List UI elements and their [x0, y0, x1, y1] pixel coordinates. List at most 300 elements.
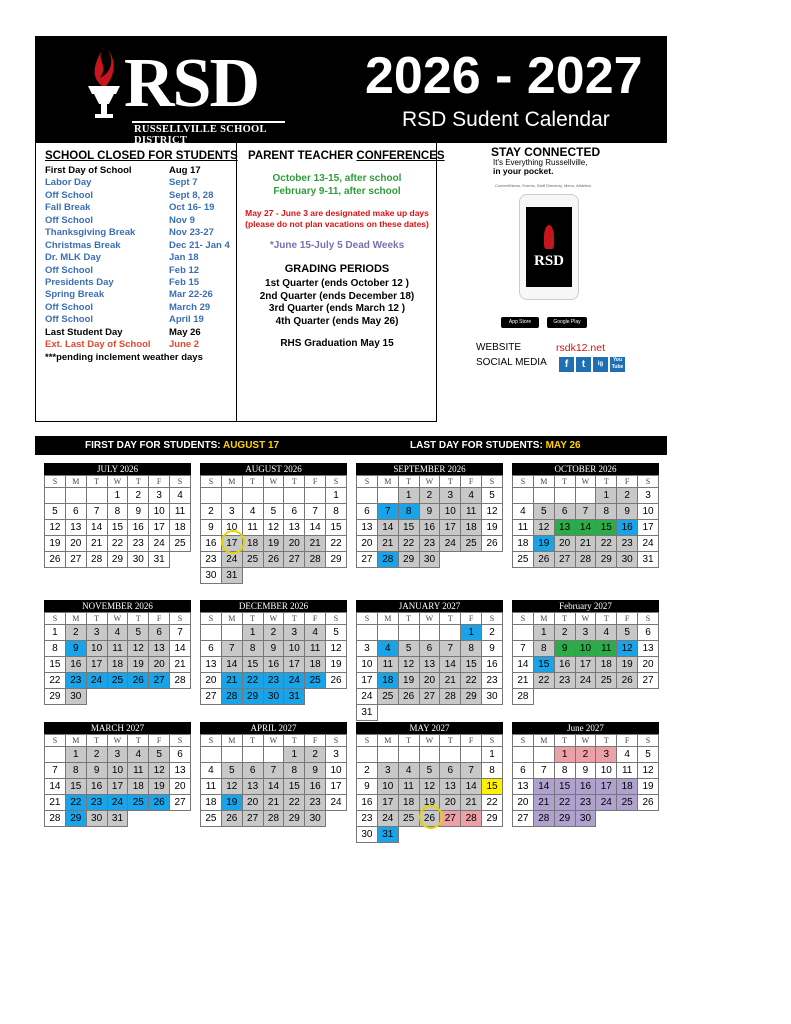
weekday-header: S	[513, 735, 534, 747]
day-cell: 22	[242, 673, 263, 689]
weekday-header: S	[326, 735, 347, 747]
weekday-header: T	[398, 735, 419, 747]
month-calendar	[200, 463, 347, 584]
day-cell: 28	[377, 552, 398, 568]
day-cell: 15	[398, 520, 419, 536]
day-cell: 13	[65, 520, 86, 536]
day-cell: 27	[419, 689, 440, 705]
day-cell: 21	[263, 795, 284, 811]
empty-cell	[326, 811, 347, 827]
day-cell: 28	[86, 552, 107, 568]
weekday-header: S	[482, 476, 503, 488]
weekday-header: F	[617, 613, 638, 625]
day-cell: 10	[575, 641, 596, 657]
day-cell: 5	[45, 504, 66, 520]
day-cell: 23	[575, 795, 596, 811]
day-cell: 20	[170, 779, 191, 795]
day-cell: 18	[513, 536, 534, 552]
day-cell: 25	[596, 673, 617, 689]
day-cell: 2	[575, 747, 596, 763]
weekday-header: F	[461, 476, 482, 488]
empty-cell	[242, 568, 263, 584]
day-cell: 1	[242, 625, 263, 641]
day-cell: 15	[284, 779, 305, 795]
day-cell: 1	[326, 488, 347, 504]
day-cell: 11	[242, 520, 263, 536]
day-cell: 14	[263, 779, 284, 795]
day-cell: 6	[440, 763, 461, 779]
day-cell: 23	[128, 536, 149, 552]
day-cell: 16	[554, 657, 575, 673]
day-cell: 7	[533, 763, 554, 779]
weekday-header: S	[170, 735, 191, 747]
day-cell: 23	[419, 536, 440, 552]
day-cell: 9	[575, 763, 596, 779]
day-cell: 27	[357, 552, 378, 568]
month-calendar	[200, 722, 347, 827]
day-cell: 28	[533, 811, 554, 827]
day-cell: 2	[86, 747, 107, 763]
makeup-note: (please do not plan vacations on these dates)	[245, 219, 429, 229]
day-cell: 15	[533, 657, 554, 673]
day-cell: 19	[45, 536, 66, 552]
day-cell: 5	[533, 504, 554, 520]
twitter-icon[interactable]: t	[576, 357, 591, 372]
day-cell: 29	[596, 552, 617, 568]
weekday-header: W	[575, 476, 596, 488]
day-cell: 22	[326, 536, 347, 552]
weekday-header: W	[575, 735, 596, 747]
day-cell: 3	[326, 747, 347, 763]
empty-cell	[482, 705, 503, 721]
day-cell: 24	[575, 673, 596, 689]
day-cell: 13	[638, 641, 659, 657]
day-cell: 25	[128, 795, 149, 811]
day-cell: 6	[65, 504, 86, 520]
day-cell: 23	[482, 673, 503, 689]
day-cell: 18	[398, 795, 419, 811]
day-cell: 19	[533, 536, 554, 552]
closed-item-label: Off School	[45, 264, 94, 276]
day-cell: 17	[377, 795, 398, 811]
day-cell: 7	[170, 625, 191, 641]
empty-cell	[170, 552, 191, 568]
closed-item-label: Fall Break	[45, 202, 91, 214]
closed-item-date: Feb 15	[169, 276, 200, 288]
empty-cell	[45, 747, 66, 763]
day-cell: 2	[128, 488, 149, 504]
day-cell: 28	[513, 689, 534, 705]
day-cell: 11	[513, 520, 534, 536]
closed-item	[45, 339, 200, 351]
empty-cell	[575, 488, 596, 504]
closed-item	[45, 239, 230, 252]
day-cell: 7	[86, 504, 107, 520]
weekday-header: S	[201, 613, 222, 625]
day-cell: 29	[398, 552, 419, 568]
empty-cell	[398, 705, 419, 721]
empty-cell	[533, 747, 554, 763]
empty-cell	[221, 747, 242, 763]
month-calendar	[512, 722, 659, 827]
grading-period: 4th Quarter (ends May 26)	[275, 315, 399, 327]
day-cell: 21	[221, 673, 242, 689]
day-cell: 27	[242, 811, 263, 827]
day-cell: 6	[149, 625, 170, 641]
day-cell: 13	[513, 779, 534, 795]
empty-cell	[128, 689, 149, 705]
closed-item-label: Off School	[45, 301, 94, 313]
day-cell: 6	[284, 504, 305, 520]
day-cell: 24	[221, 552, 242, 568]
closed-item	[45, 202, 215, 214]
app-features: Content/News, Events, Staff Directory, Menu, Athletics	[495, 183, 592, 188]
day-cell: 16	[128, 520, 149, 536]
day-cell: 22	[482, 795, 503, 811]
day-cell: 5	[398, 641, 419, 657]
day-cell: 7	[221, 641, 242, 657]
day-cell: 25	[201, 811, 222, 827]
day-cell: 23	[86, 795, 107, 811]
empty-cell	[45, 488, 66, 504]
day-cell: 12	[638, 763, 659, 779]
empty-cell	[170, 689, 191, 705]
day-cell: 17	[284, 657, 305, 673]
empty-cell	[533, 689, 554, 705]
empty-cell	[440, 625, 461, 641]
day-cell: 25	[242, 552, 263, 568]
day-cell: 22	[45, 673, 66, 689]
day-cell: 29	[482, 811, 503, 827]
day-cell: 24	[326, 795, 347, 811]
weekday-header: W	[419, 613, 440, 625]
day-cell: 30	[617, 552, 638, 568]
weekday-header: S	[513, 476, 534, 488]
day-cell: 26	[326, 673, 347, 689]
closed-item-date: Feb 12	[169, 264, 200, 276]
empty-cell	[305, 568, 326, 584]
empty-cell	[201, 488, 222, 504]
closed-item	[45, 214, 195, 227]
day-cell: 31	[149, 552, 170, 568]
closed-item-label: Ext. Last Day of School	[45, 339, 151, 351]
day-cell: 21	[170, 657, 191, 673]
weekday-header: T	[554, 735, 575, 747]
day-cell: 5	[149, 747, 170, 763]
empty-cell	[617, 689, 638, 705]
day-cell: 11	[617, 763, 638, 779]
day-cell: 28	[45, 811, 66, 827]
day-cell: 9	[617, 504, 638, 520]
closed-item-label: Spring Break	[45, 289, 105, 301]
month-calendar	[44, 600, 191, 705]
connect-line1: It's Everything Russellville,	[493, 158, 588, 167]
closed-item-date: Dec 21- Jan 4	[169, 239, 230, 251]
google-play-badge[interactable]: Google Play	[547, 317, 587, 328]
day-cell: 18	[201, 795, 222, 811]
day-cell: 28	[575, 552, 596, 568]
weekday-header: M	[377, 613, 398, 625]
day-cell: 1	[596, 488, 617, 504]
day-cell: 19	[419, 795, 440, 811]
day-cell: 6	[357, 504, 378, 520]
weekday-header: S	[45, 735, 66, 747]
day-cell: 3	[107, 747, 128, 763]
weekday-header: F	[305, 613, 326, 625]
day-cell: 10	[326, 763, 347, 779]
day-cell: 27	[284, 552, 305, 568]
closed-item-date: Mar 22-26	[169, 289, 213, 301]
closed-item	[45, 276, 200, 289]
weekday-header: T	[242, 476, 263, 488]
day-cell: 27	[440, 811, 461, 827]
day-cell: 20	[242, 795, 263, 811]
day-cell: 7	[45, 763, 66, 779]
month-calendar	[44, 722, 191, 827]
day-cell: 13	[201, 657, 222, 673]
ptc-title-b: CONFERENCES	[356, 150, 445, 162]
weekday-header: M	[533, 476, 554, 488]
weekday-header: F	[149, 613, 170, 625]
empty-cell	[575, 689, 596, 705]
facebook-icon[interactable]: f	[559, 357, 574, 372]
closed-item-label: Thanksgiving Break	[45, 227, 136, 239]
day-cell: 5	[326, 625, 347, 641]
connect-line2: in your pocket.	[493, 166, 554, 176]
day-cell: 10	[284, 641, 305, 657]
weekday-header: S	[326, 613, 347, 625]
weekday-header: T	[554, 476, 575, 488]
day-cell: 5	[482, 488, 503, 504]
month-calendar	[200, 600, 347, 705]
weekday-header: W	[419, 735, 440, 747]
day-cell: 24	[107, 795, 128, 811]
month-calendar	[512, 600, 659, 705]
day-cell: 29	[65, 811, 86, 827]
day-cell: 9	[482, 641, 503, 657]
day-cell: 30	[86, 811, 107, 827]
day-cell: 21	[86, 536, 107, 552]
day-cell: 9	[201, 520, 222, 536]
month-title: OCTOBER 2026	[512, 463, 659, 475]
day-cell: 9	[419, 504, 440, 520]
empty-cell	[201, 747, 222, 763]
closed-item-label: Dr. MLK Day	[45, 252, 101, 264]
day-cell: 1	[45, 625, 66, 641]
day-cell: 12	[398, 657, 419, 673]
day-cell: 31	[377, 827, 398, 843]
weekday-header: S	[45, 613, 66, 625]
day-cell: 20	[149, 657, 170, 673]
day-cell: 12	[482, 504, 503, 520]
weekday-header: F	[305, 735, 326, 747]
day-cell: 25	[513, 552, 534, 568]
day-cell: 29	[461, 689, 482, 705]
website-link[interactable]: rsdk12.net	[556, 342, 606, 354]
school-year: 2026 - 2027	[365, 47, 643, 105]
day-cell: 25	[617, 795, 638, 811]
day-cell: 18	[128, 779, 149, 795]
day-cell: 20	[357, 536, 378, 552]
month-title: February 2027	[512, 600, 659, 612]
day-cell: 12	[45, 520, 66, 536]
day-cell: 11	[596, 641, 617, 657]
month-title: MAY 2027	[356, 722, 503, 734]
day-cell: 12	[128, 641, 149, 657]
weekday-header: M	[65, 476, 86, 488]
weekday-header: F	[149, 735, 170, 747]
weekday-header: T	[242, 613, 263, 625]
website-label: WEBSITE	[476, 342, 522, 353]
weekday-header: S	[482, 613, 503, 625]
empty-cell	[419, 625, 440, 641]
day-cell: 21	[513, 673, 534, 689]
day-cell: 5	[263, 504, 284, 520]
day-cell: 20	[440, 795, 461, 811]
empty-cell	[461, 747, 482, 763]
day-cell: 31	[357, 705, 378, 721]
weekday-header: F	[305, 476, 326, 488]
closed-item	[45, 252, 199, 264]
empty-cell	[482, 552, 503, 568]
weekday-header: S	[638, 476, 659, 488]
day-cell: 4	[107, 625, 128, 641]
closed-item	[45, 326, 201, 339]
day-cell: 24	[377, 811, 398, 827]
day-cell: 31	[284, 689, 305, 705]
day-cell: 17	[575, 657, 596, 673]
day-cell: 19	[326, 657, 347, 673]
day-cell: 1	[107, 488, 128, 504]
empty-cell	[86, 689, 107, 705]
day-cell: 7	[461, 763, 482, 779]
day-cell: 10	[638, 504, 659, 520]
day-cell: 19	[221, 795, 242, 811]
weekday-header: T	[284, 735, 305, 747]
day-cell: 6	[242, 763, 263, 779]
day-cell: 17	[149, 520, 170, 536]
weekday-header: S	[482, 735, 503, 747]
day-cell: 4	[398, 763, 419, 779]
empty-cell	[596, 689, 617, 705]
empty-cell	[419, 747, 440, 763]
app-store-badge[interactable]: App Store	[501, 317, 539, 328]
day-cell: 1	[533, 625, 554, 641]
day-cell: 22	[107, 536, 128, 552]
closed-item-label: Off School	[45, 189, 94, 201]
weekday-header: T	[86, 476, 107, 488]
first-day-label: FIRST DAY FOR STUDENTS:	[85, 440, 223, 451]
weekday-header: W	[419, 476, 440, 488]
day-cell: 11	[461, 504, 482, 520]
last-day-label: LAST DAY FOR STUDENTS:	[410, 440, 546, 451]
empty-cell	[377, 488, 398, 504]
empty-cell	[440, 552, 461, 568]
youtube-icon[interactable]: You Tube	[611, 357, 624, 370]
day-cell: 18	[377, 673, 398, 689]
day-cell: 23	[263, 673, 284, 689]
day-cell: 22	[596, 536, 617, 552]
day-cell: 4	[513, 504, 534, 520]
makeup-days: May 27 - June 3 are designated make up days	[245, 208, 429, 218]
month-title: APRIL 2027	[200, 722, 347, 734]
weekday-header: T	[398, 476, 419, 488]
weekday-header: W	[107, 735, 128, 747]
day-cell: 23	[201, 552, 222, 568]
closed-item-date: Sept 7	[169, 177, 198, 189]
day-cell: 22	[554, 795, 575, 811]
closed-item-date: Oct 16- 19	[169, 202, 215, 214]
day-cell: 10	[221, 520, 242, 536]
weekday-header: S	[45, 476, 66, 488]
weekday-header: M	[65, 735, 86, 747]
ptc-title-a: PARENT TEACHER	[248, 150, 357, 162]
weekday-header: T	[398, 613, 419, 625]
month-calendar	[356, 463, 503, 568]
instagram-icon[interactable]: ig	[593, 357, 608, 372]
closed-item-label: Presidents Day	[45, 276, 114, 288]
day-cell: 4	[242, 504, 263, 520]
last-day-banner	[410, 440, 581, 451]
empty-cell	[65, 488, 86, 504]
empty-cell	[149, 689, 170, 705]
weekday-header: T	[440, 476, 461, 488]
weekday-header: F	[617, 735, 638, 747]
empty-cell	[242, 488, 263, 504]
day-cell: 10	[86, 641, 107, 657]
day-cell: 12	[617, 641, 638, 657]
day-cell: 16	[86, 779, 107, 795]
day-cell: 3	[357, 641, 378, 657]
weekday-header: T	[128, 613, 149, 625]
empty-cell	[357, 488, 378, 504]
day-cell: 12	[419, 779, 440, 795]
day-cell: 7	[263, 763, 284, 779]
day-cell: 23	[65, 673, 86, 689]
day-cell: 4	[201, 763, 222, 779]
day-cell: 28	[461, 811, 482, 827]
month-title: JULY 2026	[44, 463, 191, 475]
day-cell: 29	[45, 689, 66, 705]
day-cell: 11	[377, 657, 398, 673]
weekday-header: S	[201, 476, 222, 488]
day-cell: 5	[221, 763, 242, 779]
day-cell: 13	[242, 779, 263, 795]
day-cell: 24	[357, 689, 378, 705]
weekday-header: M	[221, 735, 242, 747]
day-cell: 23	[305, 795, 326, 811]
day-cell: 15	[554, 779, 575, 795]
weekday-header: M	[377, 735, 398, 747]
day-cell: 19	[128, 657, 149, 673]
day-cell: 3	[149, 488, 170, 504]
day-cell: 4	[128, 747, 149, 763]
day-cell: 10	[440, 504, 461, 520]
day-cell: 13	[170, 763, 191, 779]
day-cell: 28	[305, 552, 326, 568]
closed-item-date: Nov 23-27	[169, 227, 214, 239]
empty-cell	[326, 689, 347, 705]
day-cell: 16	[575, 779, 596, 795]
day-cell: 24	[86, 673, 107, 689]
empty-cell	[377, 625, 398, 641]
closed-item	[45, 264, 200, 277]
day-cell: 30	[305, 811, 326, 827]
empty-cell	[554, 488, 575, 504]
empty-cell	[107, 689, 128, 705]
day-cell: 9	[305, 763, 326, 779]
month-calendar	[356, 600, 503, 721]
